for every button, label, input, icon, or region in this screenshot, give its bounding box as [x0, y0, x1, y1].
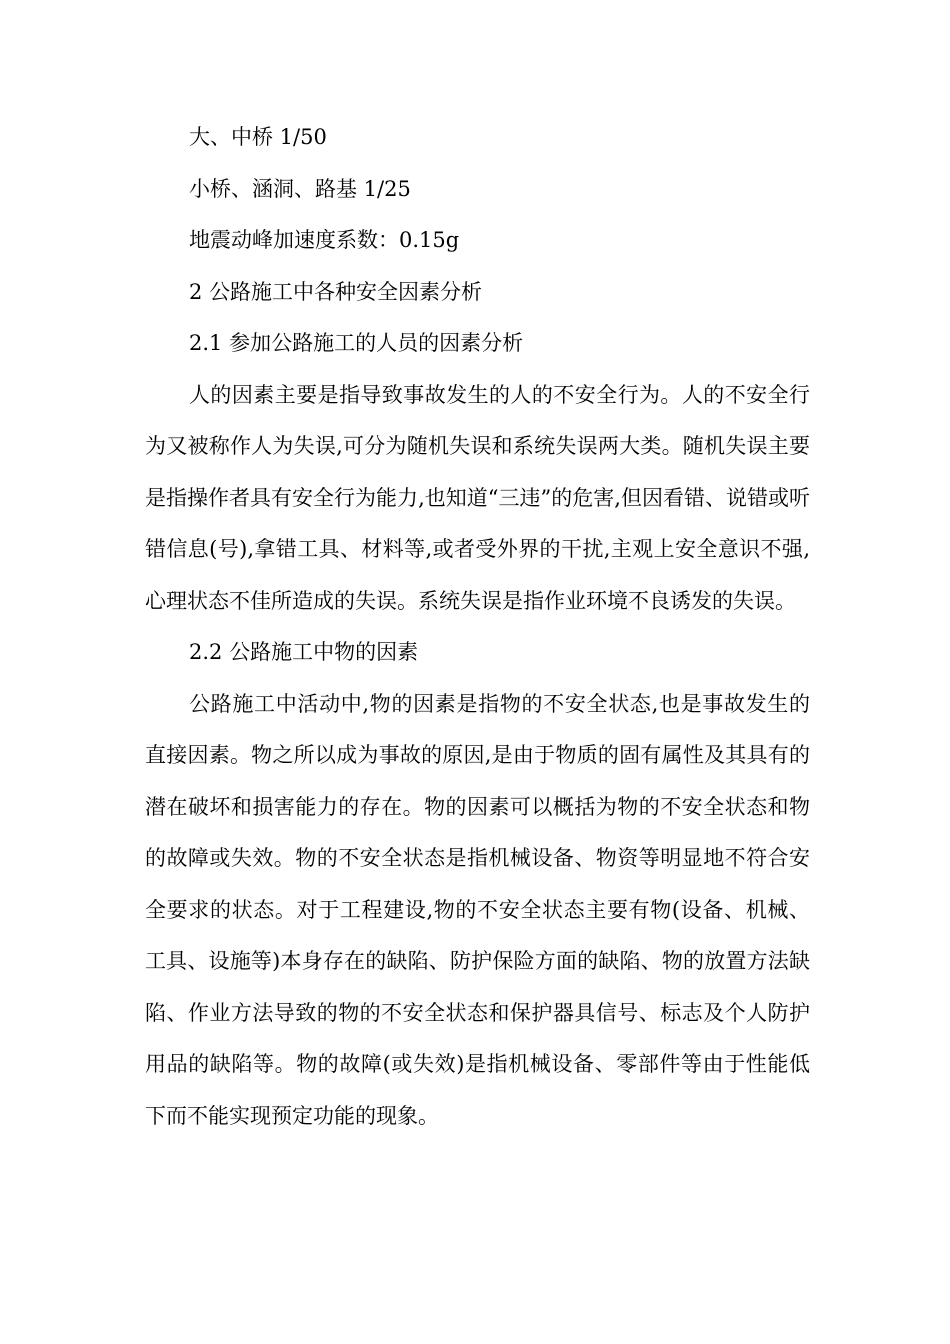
seismic-coefficient-line: 地震动峰加速度系数：0.15g	[189, 228, 460, 252]
human-factor-paragraph: 人的因素主要是指导致事故发生的人的不安全行为。人的不安全行为又被称作人为失误,可分为随机失误和系统失误两大类。随机失误主要是指操作者具有安全行为能力,也知道“三违”的危害,但因看错、说错或听错信息(号),拿错工具、材料等,或者受外界的干扰,主观上安全意识不强,心理状态不佳所造成的失误。系统失误是指作业环境不良诱发的失误。	[145, 382, 810, 613]
section-2-heading: 2 公路施工中各种安全因素分析	[189, 279, 483, 304]
culvert-ratio-line: 小桥、涵洞、路基 1/25	[189, 176, 411, 201]
section-2-1-heading: 2.1 参加公路施工的人员的因素分析	[189, 331, 524, 355]
section-2-2-heading: 2.2 公路施工中物的因素	[189, 640, 419, 664]
document-body	[145, 112, 810, 1142]
material-factor-paragraph: 公路施工中活动中,物的因素是指物的不安全状态,也是事故发生的直接因素。物之所以成为事故的原因,是由于物质的固有属性及其具有的潜在破坏和损害能力的存在。物的因素可以概括为物的不安全状态和物的故障或失效。物的不安全状态是指机械设备、物资等明显地不符合安全要求的状态。对于工程建设,物的不安全状态主要有物(设备、机械、工具、设施等)本身存在的缺陷、防护保险方面的缺陷、物的放置方法缺陷、作业方法导致的物的不安全状态和保护器具信号、标志及个人防护用品的缺陷等。物的故障(或失效)是指机械设备、零部件等由于性能低下而不能实现预定功能的现象。	[145, 691, 810, 1128]
bridge-ratio-line: 大、中桥 1/50	[189, 125, 327, 149]
